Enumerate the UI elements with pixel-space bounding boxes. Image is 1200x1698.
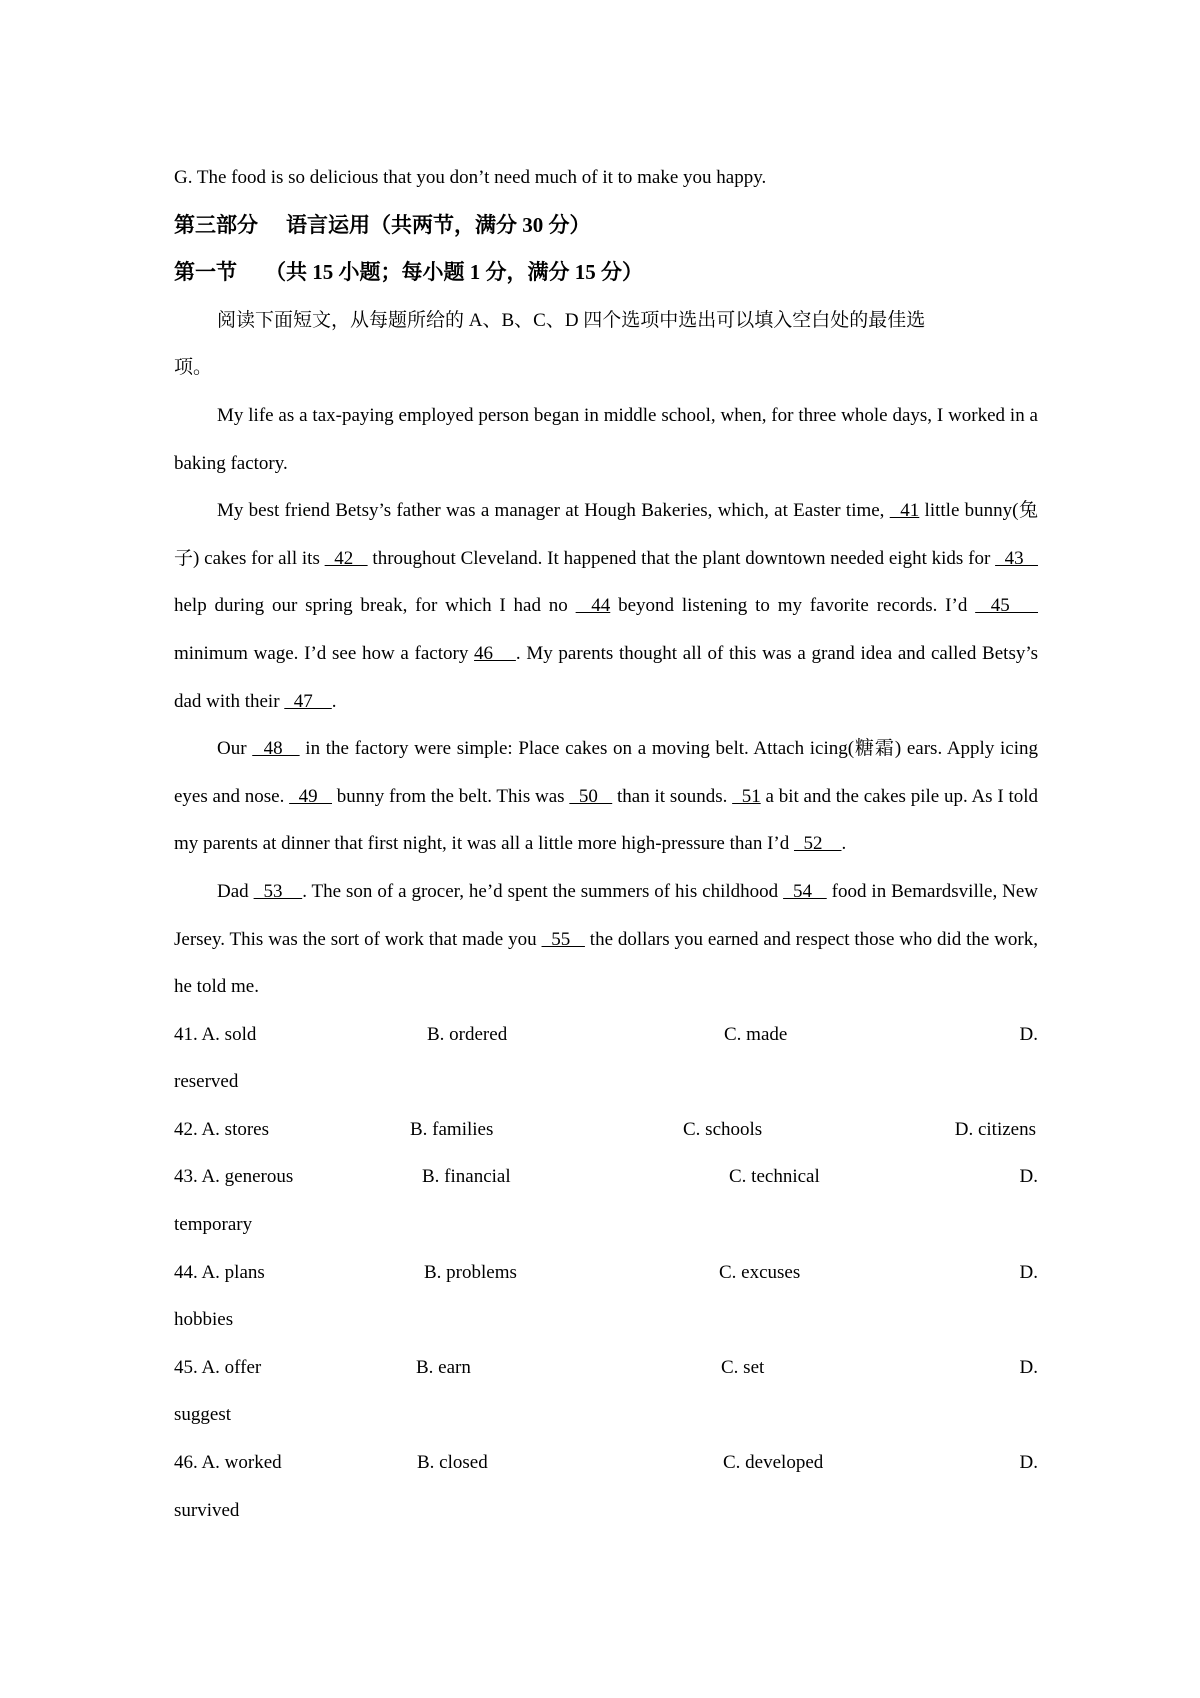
text-span: Our xyxy=(217,738,253,760)
text-span: than it sounds. xyxy=(612,785,733,807)
option-c: C. developed xyxy=(723,1452,824,1474)
blank-50: 50 xyxy=(569,785,613,807)
text-span: Dad xyxy=(217,880,254,902)
text-span: . The son of a grocer, he’d spent the summers of his childhood xyxy=(302,880,784,902)
option-b: B. ordered xyxy=(427,1023,508,1045)
blank-42: 42 xyxy=(324,547,368,569)
blank-46: 46 xyxy=(474,642,516,664)
text-span: . xyxy=(331,690,337,712)
exam-page xyxy=(174,154,1038,1534)
part-label: 第三部分 xyxy=(174,212,258,237)
text-span: in the factory were simple: Place cakes on a moving belt. Attach icing(糖霜) ears. Apply icing eyes and nose. xyxy=(174,738,1038,807)
section-one-heading xyxy=(174,249,1038,297)
option-d: D. citizens xyxy=(954,1118,1036,1140)
option-d: D. xyxy=(1019,1452,1038,1474)
option-d-continuation: temporary xyxy=(174,1214,253,1236)
option-d: D. xyxy=(1019,1166,1038,1188)
part-three-heading xyxy=(174,202,1038,250)
option-c: C. excuses xyxy=(719,1261,801,1283)
option-c: C. set xyxy=(721,1356,765,1378)
passage-paragraph-2 xyxy=(174,487,1038,725)
blank-49: 49 xyxy=(289,785,332,807)
instructions-line-1: 阅读下面短文，从每题所给的 A、B、C、D 四个选项中选出可以填入空白处的最佳选 xyxy=(217,309,926,331)
blank-47: 47 xyxy=(284,690,332,712)
text-span: My best friend Betsy’s father was a manager at Hough Bakeries, which, at Easter time, xyxy=(217,500,890,522)
text-span: a bit and the cakes pile up. As I told my parents at dinner that first night, it was all a little more high-pressure than I’d xyxy=(174,785,1039,855)
blank-55: 55 xyxy=(541,928,585,950)
option-a: 44. A. plans xyxy=(174,1261,265,1283)
text-span: little bunny(兔子) cakes for all its xyxy=(174,500,1039,569)
option-a: 41. A. sold xyxy=(174,1023,257,1045)
text-span: . xyxy=(841,833,847,855)
text-span: minimum wage. I’d see how a factory xyxy=(174,642,475,664)
blank-44: 44 xyxy=(575,595,611,617)
text-span: food in Bemardsville, New Jersey. This was the sort of work that made you xyxy=(174,880,1038,950)
option-b: B. families xyxy=(410,1118,494,1140)
text-span: beyond listening to my favorite records. I’d xyxy=(610,595,976,617)
option-c: C. technical xyxy=(729,1166,820,1188)
section-label: 第一节 xyxy=(174,260,237,285)
option-c: C. made xyxy=(724,1023,788,1045)
blank-51: 51 xyxy=(732,785,761,807)
question-45 xyxy=(174,1344,1038,1392)
option-d-continuation: survived xyxy=(174,1499,240,1521)
passage-paragraph-4 xyxy=(174,868,1038,1011)
option-d-continuation: suggest xyxy=(174,1404,231,1426)
option-a: 45. A. offer xyxy=(174,1356,262,1378)
text-span: . My parents thought all of this was a grand idea and called Betsy’s dad with their xyxy=(174,642,1039,712)
blank-43: 43 xyxy=(995,547,1039,569)
blank-52: 52 xyxy=(793,833,842,855)
option-b: B. closed xyxy=(417,1452,488,1474)
option-a: 42. A. stores xyxy=(174,1118,269,1140)
text-span: bunny from the belt. This was xyxy=(332,785,570,807)
option-b: B. financial xyxy=(422,1166,511,1188)
blank-41: 41 xyxy=(889,500,920,522)
question-43 xyxy=(174,1153,1038,1201)
blank-48: 48 xyxy=(252,738,300,760)
text-span: throughout Cleveland. It happened that the plant downtown needed eight kids for xyxy=(367,547,996,569)
question-42 xyxy=(174,1106,1038,1154)
text-span: help during our spring break, for which I had no xyxy=(174,595,576,617)
option-b: B. problems xyxy=(424,1261,517,1283)
text-span: the dollars you earned and respect those who did the work, he told me. xyxy=(174,928,1038,998)
section-title: （共 15 小题；每小题 1 分，满分 15 分） xyxy=(265,260,643,285)
option-c: C. schools xyxy=(683,1118,763,1140)
option-b: B. earn xyxy=(416,1356,471,1378)
question-46 xyxy=(174,1439,1038,1487)
passage-paragraph-3 xyxy=(174,725,1038,868)
option-a: 46. A. worked xyxy=(174,1452,282,1474)
question-41 xyxy=(174,1011,1038,1059)
blank-54: 54 xyxy=(783,880,827,902)
blank-53: 53 xyxy=(253,880,303,902)
blank-45: 45 xyxy=(975,595,1039,617)
option-d: D. xyxy=(1019,1023,1038,1045)
option-g-line: G. The food is so delicious that you don’t need much of it to make you happy. xyxy=(174,167,767,188)
option-a: 43. A. generous xyxy=(174,1166,294,1188)
passage-paragraph-1: My life as a tax-paying employed person began in middle school, when, for three whole days, I worked in a baking factory. xyxy=(174,404,1038,474)
option-d: D. xyxy=(1019,1356,1038,1378)
instructions-line-2: 项。 xyxy=(174,357,213,379)
option-d: D. xyxy=(1019,1261,1038,1283)
option-d-continuation: reserved xyxy=(174,1071,239,1093)
part-title: 语言运用（共两节，满分 30 分） xyxy=(286,212,591,237)
question-44 xyxy=(174,1249,1038,1297)
option-d-continuation: hobbies xyxy=(174,1309,234,1331)
